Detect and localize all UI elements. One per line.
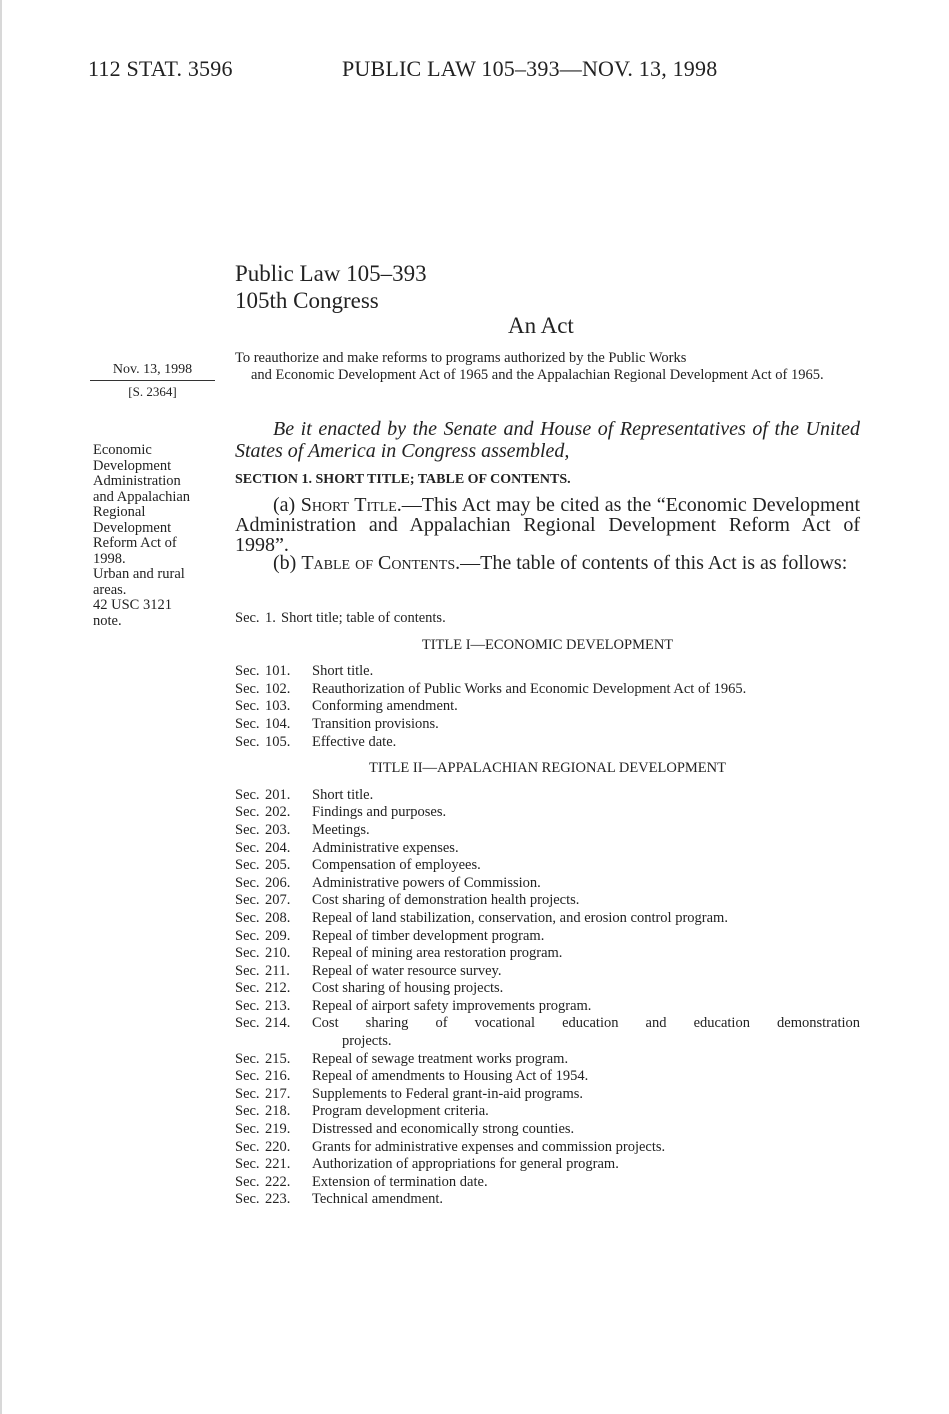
toc-row-continuation [235,1033,860,1051]
toc-sec-num: 219. [265,1121,291,1138]
toc-sec-num: 103. [265,698,291,715]
toc-sec-text: Cost sharing of demonstration health projects. [312,892,580,909]
enacting-clause [235,418,860,462]
toc-sec-num: 210. [265,945,291,962]
toc-sec-label: Sec. [235,980,260,997]
toc-sec-text: Repeal of land stabilization, conservation, and erosion control program. [312,909,728,926]
toc-sec-text: Compensation of employees. [312,857,481,874]
section-1-heading: SECTION 1. SHORT TITLE; TABLE OF CONTENTS. [235,472,571,487]
toc-sec-num: 202. [265,804,291,821]
toc-sec-num: 206. [265,874,291,891]
toc-sec-label: Sec. [235,733,260,750]
toc-sec-label: Sec. [235,610,260,626]
toc-row [235,1191,860,1209]
toc-row [235,734,860,752]
margin-note-line: Development [93,457,172,474]
toc-sec-text: Effective date. [312,733,397,750]
subsection-b-label: (b) [273,552,302,574]
toc-sec-num: 222. [265,1173,291,1190]
toc-sec-text: Repeal of sewage treatment works program. [312,1050,569,1067]
toc-row [235,892,860,910]
purpose-clause [235,350,860,384]
purpose-continuation: and Economic Development Act of 1965 and the Appalachian Regional Development Act of 1965. [251,367,824,383]
toc-sec-text: Short title; table of contents. [281,610,446,626]
toc-sec-text: Authorization of appropriations for general program. [312,1156,619,1173]
toc-row [235,1156,860,1174]
toc-sec-num: 102. [265,680,291,697]
table-of-contents [235,610,860,1209]
toc-sec-num: 215. [265,1050,291,1067]
toc-sec-text: Administrative powers of Commission. [312,874,541,891]
toc-sec-text: Repeal of airport safety improvements program. [312,997,592,1014]
toc-row [235,663,860,681]
margin-note-line: Urban and rural [93,566,185,582]
toc-sec-text: Extension of termination date. [312,1173,488,1190]
toc-sec-num: 217. [265,1085,291,1102]
toc-row [235,945,860,963]
toc-sec-num: 205. [265,857,291,874]
toc-sec-label: Sec. [235,715,260,732]
toc-sec-text: Technical amendment. [312,1191,444,1208]
toc-sec-num: 223. [265,1191,291,1208]
toc-sec-label: Sec. [235,1138,260,1155]
toc-sec-label: Sec. [235,1121,260,1138]
margin-note-line: Reform Act of [93,535,177,551]
toc-sec-text: Repeal of water resource survey. [312,962,502,979]
toc-sec-label: Sec. [235,874,260,891]
toc-sec-num: 220. [265,1138,291,1155]
toc-title-heading: TITLE I—ECONOMIC DEVELOPMENT [421,636,674,653]
margin-note-line: areas. [93,581,127,598]
toc-row [235,1121,860,1139]
an-act-heading: An Act [508,313,574,338]
subsection-a-caption: Short Title [300,494,397,516]
margin-note-line: Regional [93,504,146,520]
margin-note-line: Economic [93,442,152,458]
public-law-number: Public Law 105–393 [235,261,427,286]
toc-sec-num: 104. [265,715,291,732]
statute-page-citation: 112 STAT. 3596 [88,56,233,81]
toc-sec-text: Cost sharing of housing projects. [312,980,504,997]
toc-sec-num: 203. [265,821,291,838]
toc-sec-num: 216. [265,1068,291,1085]
enactment-date: Nov. 13, 1998 [90,362,215,381]
toc-row [235,1174,860,1192]
toc-row [235,998,860,1016]
toc-sec-label: Sec. [235,821,260,838]
purpose-line-1: To reauthorize and make reforms to programs authorized by the Public Works [235,350,687,366]
toc-sec-text: Findings and purposes. [312,804,447,821]
toc-row [235,963,860,981]
toc-sec-text: Distressed and economically strong counties. [312,1121,575,1138]
toc-sec-text: Short title. [312,663,374,680]
subsection-a-text: .—This Act may be cited as the “Economic Development Administration and Appalachian Regional Development Reform Act of 1998”. [235,494,860,556]
subsection-a [235,495,860,555]
margin-note-line: Administration [93,473,181,489]
toc-row [235,1086,860,1104]
toc-row [235,1139,860,1157]
enacting-clause-text: Be it enacted by the Senate and House of Representatives of the United States of America in Congress assembled, [235,418,860,462]
toc-sec-label: Sec. [235,962,260,979]
toc-sec-label: Sec. [235,892,260,909]
subsection-b-text: .—The table of contents of this Act is as follows: [455,552,848,574]
toc-sec-label: Sec. [235,839,260,856]
toc-row [235,716,860,734]
toc-row [235,822,860,840]
toc-row [235,1068,860,1086]
toc-sec-label: Sec. [235,698,260,715]
toc-sec-label: Sec. [235,1068,260,1085]
toc-sec-label: Sec. [235,997,260,1014]
toc-sec-num: 1. [265,610,276,626]
toc-sec-text: Reauthorization of Public Works and Economic Development Act of 1965. [312,680,747,697]
subsection-b [235,553,860,573]
toc-row [235,1051,860,1069]
toc-row [235,928,860,946]
toc-row [235,610,860,628]
toc-sec-text: Repeal of mining area restoration program. [312,945,563,962]
toc-row [235,1103,860,1121]
toc-row [235,698,860,716]
toc-sec-num: 211. [265,962,290,979]
toc-sec-label: Sec. [235,1173,260,1190]
toc-sec-num: 209. [265,927,291,944]
toc-sec-label: Sec. [235,909,260,926]
toc-sec-text: Meetings. [312,821,370,838]
toc-sec-text: Grants for administrative expenses and commission projects. [312,1138,666,1155]
toc-sec-text: Conforming amendment. [312,698,458,715]
toc-sec-num: 221. [265,1156,291,1173]
margin-note-line: 42 USC 3121 [93,597,172,613]
page-edge [0,0,2,1414]
margin-date-block [90,362,215,400]
toc-sec-num: 213. [265,997,291,1014]
toc-sec-label: Sec. [235,945,260,962]
toc-sec-num: 101. [265,663,291,680]
margin-note-line: and Appalachian [93,488,191,505]
toc-row [235,857,860,875]
margin-note-line: 1998. [93,550,126,567]
toc-row [235,787,860,805]
toc-sec-num: 214. [265,1015,291,1032]
toc-sec-num: 201. [265,786,291,803]
congress-number: 105th Congress [235,288,379,313]
toc-sec-text: Short title. [312,786,374,803]
toc-sec-num: 208. [265,909,291,926]
toc-sec-num: 218. [265,1103,291,1120]
toc-sec-num: 204. [265,839,291,856]
toc-sec-label: Sec. [235,663,260,680]
subsection-b-caption: Table of Contents [301,552,456,574]
toc-sec-text: Repeal of timber development program. [312,927,545,944]
toc-sec-num: 105. [265,733,291,750]
subsection-a-label: (a) [273,494,301,516]
toc-sec-label: Sec. [235,1050,260,1067]
law-date-header: PUBLIC LAW 105–393—NOV. 13, 1998 [342,56,718,81]
toc-sec-label: Sec. [235,857,260,874]
toc-row [235,681,860,699]
toc-row [235,875,860,893]
toc-sec-label: Sec. [235,1085,260,1102]
toc-title-heading: TITLE II—APPALACHIAN REGIONAL DEVELOPMENT [369,760,726,777]
margin-notes [93,443,223,629]
toc-row [235,804,860,822]
toc-sec-text: Supplements to Federal grant-in-aid programs. [312,1085,584,1102]
toc-sec-label: Sec. [235,1103,260,1120]
toc-sec-label: Sec. [235,927,260,944]
margin-note-line: Development [93,519,172,536]
toc-row [235,980,860,998]
toc-sec-text-continuation: projects. [342,1033,392,1050]
toc-row [235,1015,860,1033]
margin-note-line: note. [93,612,122,629]
toc-sec-label: Sec. [235,680,260,697]
toc-sec-label: Sec. [235,786,260,803]
toc-sec-text: Transition provisions. [312,715,439,732]
toc-sec-num: 212. [265,980,291,997]
toc-row [235,840,860,858]
toc-sec-text: Repeal of amendments to Housing Act of 1954. [312,1068,589,1085]
bill-number: [S. 2364] [128,384,177,399]
toc-sec-label: Sec. [235,804,260,821]
toc-sec-text: Administrative expenses. [312,839,459,856]
toc-sec-num: 207. [265,892,291,909]
toc-sec-text: Cost sharing of vocational education and education demonstration [312,1015,860,1032]
toc-sec-label: Sec. [235,1156,260,1173]
toc-sec-label: Sec. [235,1191,260,1208]
toc-row [235,910,860,928]
toc-sec-label: Sec. [235,1015,260,1032]
toc-sec-text: Program development criteria. [312,1103,489,1120]
law-title [235,260,427,314]
